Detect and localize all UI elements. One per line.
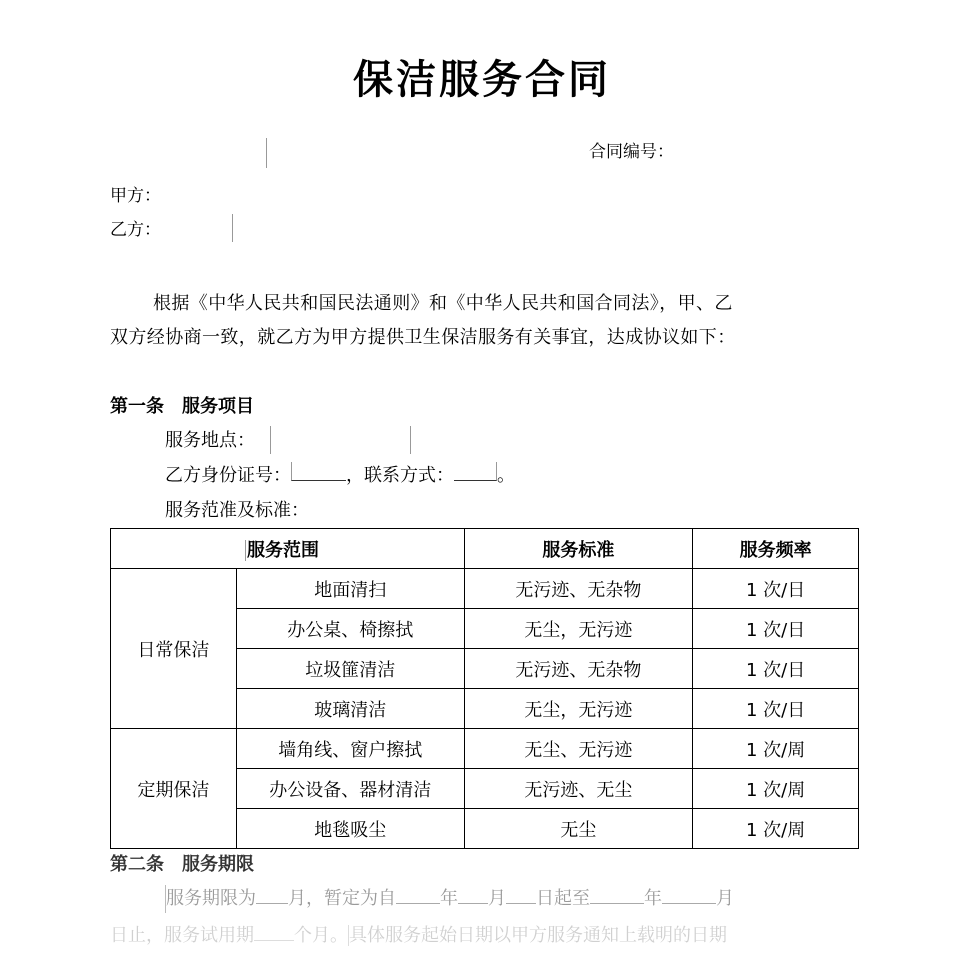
end-month-blank[interactable]: [662, 885, 716, 904]
start-month-blank[interactable]: [458, 885, 488, 904]
document-title: 保洁服务合同: [353, 57, 611, 103]
frequency-cell: 1 次/周: [693, 769, 859, 809]
frequency-cell: 1 次/日: [693, 609, 859, 649]
term-text: 日止，服务试用期: [110, 925, 254, 946]
term-text: 月，暂定为自: [288, 888, 396, 909]
term-text: 月: [716, 888, 734, 909]
frequency-cell: 1 次/日: [693, 649, 859, 689]
intro-line-2: 双方经协商一致，就乙方为甲方提供卫生保洁服务有关事宜，达成协议如下：: [110, 327, 736, 348]
table-row: [111, 729, 859, 769]
article2-heading: 第二条 服务期限: [110, 854, 254, 875]
term-text: 个月。: [294, 925, 348, 946]
header-frequency: 服务频率: [693, 529, 859, 569]
scope-label: 服务范准及标准：: [165, 500, 309, 521]
standard-cell: 无污迹、无杂物: [464, 569, 693, 609]
contact-label: ，联系方式：: [346, 465, 454, 486]
item-cell: 垃圾篚清洁: [236, 649, 464, 689]
item-cell: 玻璃清洁: [236, 689, 464, 729]
standard-cell: 无尘，无污迹: [464, 689, 693, 729]
term-text: 具体服务起始日期以甲方服务通知上载明的日期: [349, 925, 727, 946]
start-day-blank[interactable]: [506, 885, 536, 904]
term-text: 年: [644, 888, 662, 909]
term-text: 服务期限为: [166, 888, 256, 909]
trial-months-blank[interactable]: [254, 922, 294, 941]
frequency-cell: 1 次/周: [693, 729, 859, 769]
item-cell: 办公设备、器材清洁: [236, 769, 464, 809]
standard-cell: 无污迹、无尘: [464, 769, 693, 809]
term-line-1: [165, 885, 734, 913]
id-number-label: 乙方身份证号：: [165, 465, 291, 486]
contract-no-label: 合同编号：: [589, 142, 674, 162]
service-table: [110, 528, 859, 849]
article1-heading: 第一条 服务项目: [110, 396, 254, 417]
text-cursor: [266, 138, 267, 168]
term-text: 年: [440, 888, 458, 909]
term-line-2: [110, 922, 727, 950]
contact-blank[interactable]: [454, 462, 497, 481]
item-cell: 墙角线、窗户擦拭: [236, 729, 464, 769]
id-number-blank[interactable]: [291, 462, 346, 481]
party-b-label: 乙方：: [110, 220, 161, 240]
standard-cell: 无尘，无污迹: [464, 609, 693, 649]
term-text: 月: [488, 888, 506, 909]
location-field-start: [270, 426, 271, 454]
period-mark: 。: [497, 465, 515, 486]
end-year-blank[interactable]: [590, 885, 644, 904]
item-cell: 地面清扫: [236, 569, 464, 609]
service-location-label: 服务地点：: [165, 430, 255, 451]
term-text: 日起至: [536, 888, 590, 909]
header-scope: 服务范围: [111, 529, 465, 569]
header-standard: 服务标准: [464, 529, 693, 569]
category-cell: 定期保洁: [111, 729, 237, 849]
frequency-cell: 1 次/周: [693, 809, 859, 849]
standard-cell: 无尘、无污迹: [464, 729, 693, 769]
party-b-field-marker: [232, 214, 233, 242]
start-year-blank[interactable]: [396, 885, 440, 904]
item-cell: 地毯吸尘: [236, 809, 464, 849]
party-a-label: 甲方：: [110, 186, 161, 206]
standard-cell: 无污迹、无杂物: [464, 649, 693, 689]
location-field-end: [410, 426, 411, 454]
standard-cell: 无尘: [464, 809, 693, 849]
intro-line-1: 根据《中华人民共和国民法通则》和《中华人民共和国合同法》，甲、乙: [153, 293, 733, 314]
category-cell: 日常保洁: [111, 569, 237, 729]
frequency-cell: 1 次/日: [693, 569, 859, 609]
months-blank[interactable]: [256, 885, 288, 904]
item-cell: 办公桌、椅擦拭: [236, 609, 464, 649]
table-row: [111, 569, 859, 609]
frequency-cell: 1 次/日: [693, 689, 859, 729]
table-header-row: [111, 529, 859, 569]
id-contact-line: [165, 462, 515, 490]
